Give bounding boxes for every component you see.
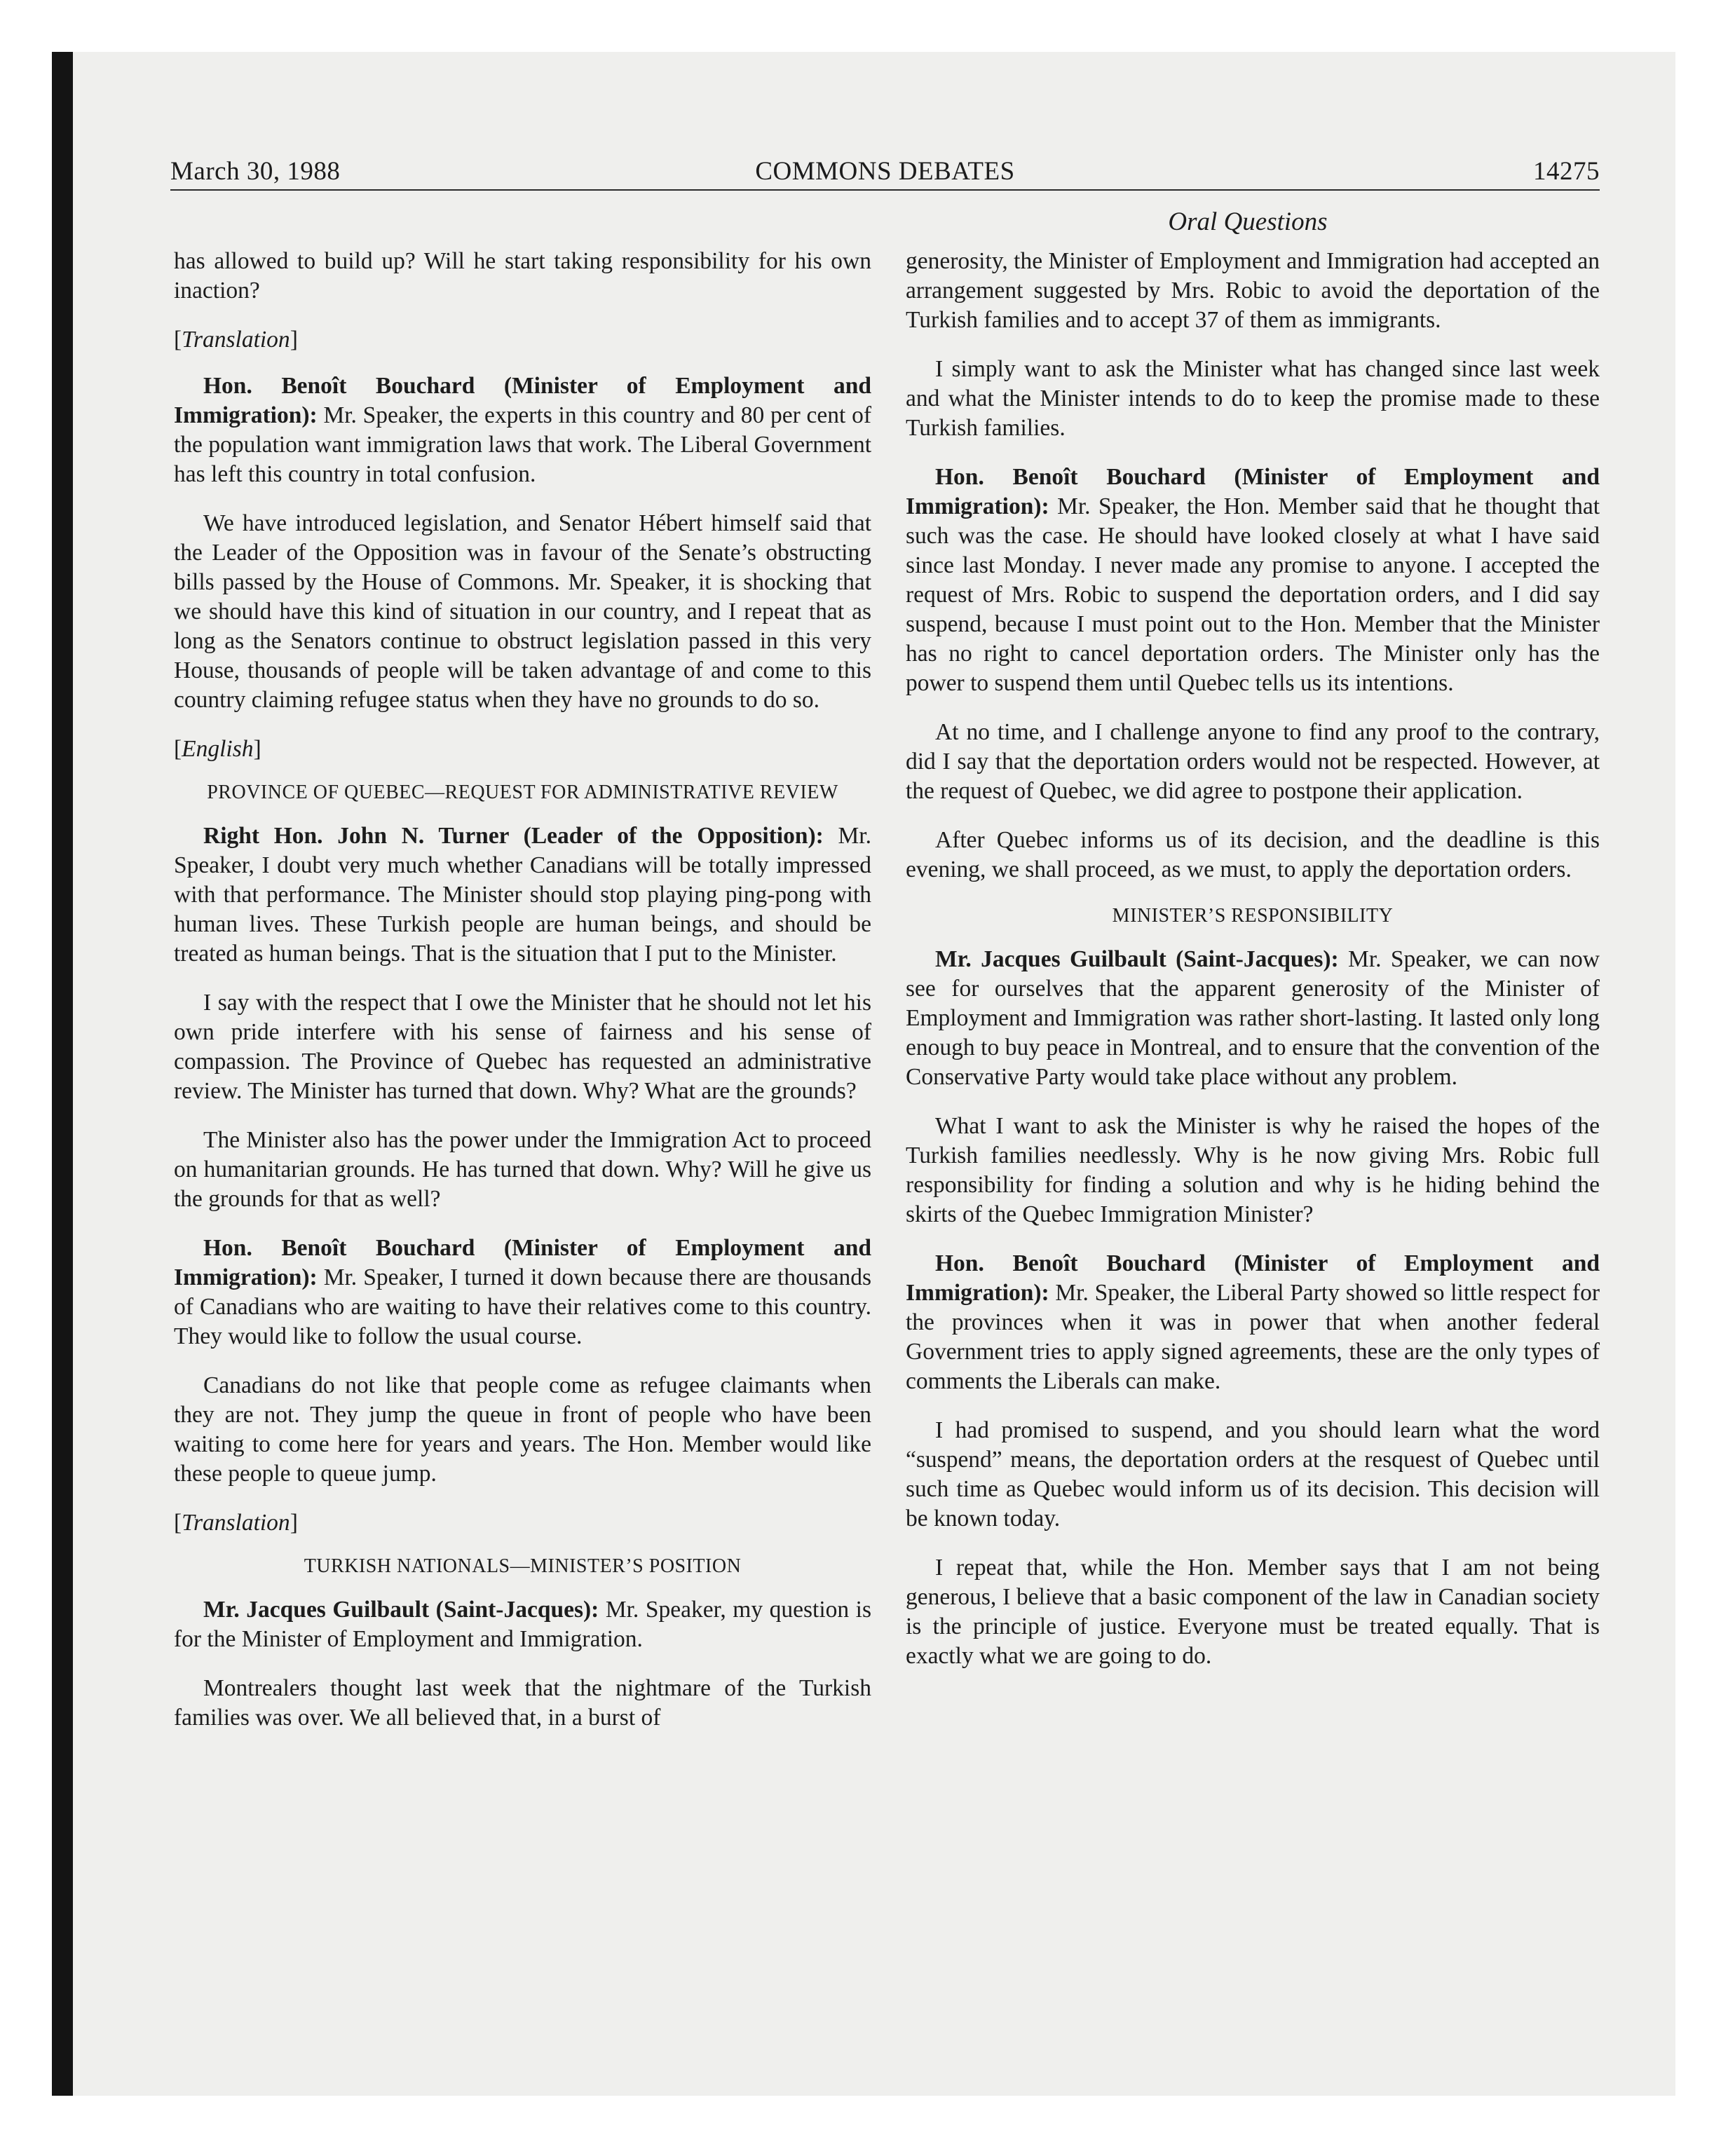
paragraph: Mr. Jacques Guilbault (Saint-Jacques): Mr. Speaker, we can now see for ourselves that the apparent generosity of the Minister of Employment and Immigration was rather short-lasting. It lasted only long enough to buy peace in Montreal, and to ensure that the convention of the Conservative Party would take place without any problem. — [906, 946, 1600, 1090]
scan-border — [52, 52, 73, 2096]
paragraph: Right Hon. John N. Turner (Leader of the Opposition): Mr. Speaker, I doubt very much whether Canadians will be totally impressed with that performance. The Minister should stop playing ping-pong with human lives. These Turkish people are human beings, and should be treated as human beings. That is the situation that I put to the Minister. — [174, 823, 871, 967]
language-marker: [Translation] — [174, 327, 298, 353]
paragraph: generosity, the Minister of Employment and Immigration had accepted an arrangement suggested by Mrs. Robic to avoid the deportation of the Turkish families and to accept 37 of them as immigrants. — [906, 248, 1600, 333]
paragraph: Hon. Benoît Bouchard (Minister of Employment and Immigration): Mr. Speaker, the Liberal Party showed so little respect for the provinces when it was in power that when another federal Government tries to apply signed agreements, these are the only types of comments the Liberals can make. — [906, 1250, 1600, 1394]
section-label: Oral Questions — [1168, 207, 1328, 236]
left-column — [174, 247, 871, 1752]
speaker-name: Hon. Benoît Bouchard (Minister of Employment and Immigration): — [174, 1235, 871, 1290]
right-column — [906, 247, 1600, 1691]
paragraph: I simply want to ask the Minister what has changed since last week and what the Minister intends to do to keep the promise made to these Turkish families. — [906, 356, 1600, 441]
section-heading: MINISTER’S RESPONSIBILITY — [1112, 905, 1394, 927]
speaker-name: Hon. Benoît Bouchard (Minister of Employment and Immigration): — [174, 373, 871, 428]
header-title: COMMONS DEBATES — [755, 157, 1015, 186]
paragraph: Hon. Benoît Bouchard (Minister of Employment and Immigration): Mr. Speaker, the experts in this country and 80 per cent of the population want immigration laws that work. The Liberal Government has left this country in total confusion. — [174, 373, 871, 487]
page-header — [170, 154, 1600, 191]
header-date: March 30, 1988 — [170, 157, 341, 186]
paragraph: What I want to ask the Minister is why he raised the hopes of the Turkish families needlessly. Why is he now giving Mrs. Robic full responsibility for finding a solution and why is he hiding behind the skirts of the Quebec Immigration Minister? — [906, 1113, 1600, 1227]
paragraph: At no time, and I challenge anyone to find any proof to the contrary, did I say that the deportation orders would not be respected. However, at the request of Quebec, we did agree to postpone their application. — [906, 719, 1600, 804]
paragraph: Montrealers thought last week that the nightmare of the Turkish families was over. We all believed that, in a burst of — [174, 1675, 871, 1731]
paragraph: I say with the respect that I owe the Minister that he should not let his own pride interfere with his sense of fairness and his sense of compassion. The Province of Quebec has requested an administrative review. The Minister has turned that down. Why? What are the grounds? — [174, 990, 871, 1104]
paragraph: We have introduced legislation, and Senator Hébert himself said that the Leader of the Opposition was in favour of the Senate’s obstructing bills passed by the House of Commons. Mr. Speaker, it is shocking that we should have this kind of situation in our country, and I repeat that as long as the Senators continue to obstruct legislation passed in this very House, thousands of people will be taken advantage of and come to this country claiming refugee status when they have no grounds to do so. — [174, 510, 871, 713]
section-heading: TURKISH NATIONALS—MINISTER’S POSITION — [304, 1555, 742, 1577]
speaker-name: Hon. Benoît Bouchard (Minister of Employment and Immigration): — [906, 1250, 1600, 1306]
speaker-name: Mr. Jacques Guilbault (Saint-Jacques): — [203, 1597, 599, 1623]
paragraph: has allowed to build up? Will he start taking responsibility for his own inaction? — [174, 248, 871, 303]
language-marker: [Translation] — [174, 1510, 298, 1536]
speaker-name: Right Hon. John N. Turner (Leader of the Opposition): — [203, 823, 824, 849]
language-marker: [English] — [174, 736, 261, 762]
speaker-name: Mr. Jacques Guilbault (Saint-Jacques): — [935, 946, 1339, 972]
speaker-name: Hon. Benoît Bouchard (Minister of Employment and Immigration): — [906, 464, 1600, 519]
paragraph: Mr. Jacques Guilbault (Saint-Jacques): Mr. Speaker, my question is for the Minister of Employment and Immigration. — [174, 1597, 871, 1652]
paragraph: Hon. Benoît Bouchard (Minister of Employment and Immigration): Mr. Speaker, I turned it down because there are thousands of Canadians who are waiting to have their relatives come to this country. They would like to follow the usual course. — [174, 1235, 871, 1349]
paragraph: Canadians do not like that people come as refugee claimants when they are not. They jump the queue in front of people who have been waiting to come here for years and years. The Hon. Member would like these people to queue jump. — [174, 1372, 871, 1487]
paragraph: The Minister also has the power under the Immigration Act to proceed on humanitarian grounds. He has turned that down. Why? Will he give us the grounds for that as well? — [174, 1127, 871, 1212]
header-page-number: 14275 — [1533, 157, 1600, 186]
paragraph: After Quebec informs us of its decision, and the deadline is this evening, we shall proceed, as we must, to apply the deportation orders. — [906, 827, 1600, 882]
section-heading: PROVINCE OF QUEBEC—REQUEST FOR ADMINISTRATIVE REVIEW — [207, 782, 838, 803]
paragraph: I repeat that, while the Hon. Member says that I am not being generous, I believe that a basic component of the law in Canadian society is the principle of justice. Everyone must be treated equally. That is exactly what we are going to do. — [906, 1555, 1600, 1669]
paragraph: I had promised to suspend, and you should learn what the word “suspend” means, the deportation orders at the resquest of Quebec until such time as Quebec would inform us of its decision. This decision will be known today. — [906, 1417, 1600, 1531]
paragraph: Hon. Benoît Bouchard (Minister of Employment and Immigration): Mr. Speaker, the Hon. Member said that he thought that such was the case. He should have looked closely at what I have said since last Monday. I never made any promise to anyone. I accepted the request of Mrs. Robic to suspend the deportation orders, and I did say suspend, because I must point out to the Hon. Member that the Minister has no right to cancel deportation orders. The Minister only has the power to suspend them until Quebec tells us its intentions. — [906, 464, 1600, 696]
